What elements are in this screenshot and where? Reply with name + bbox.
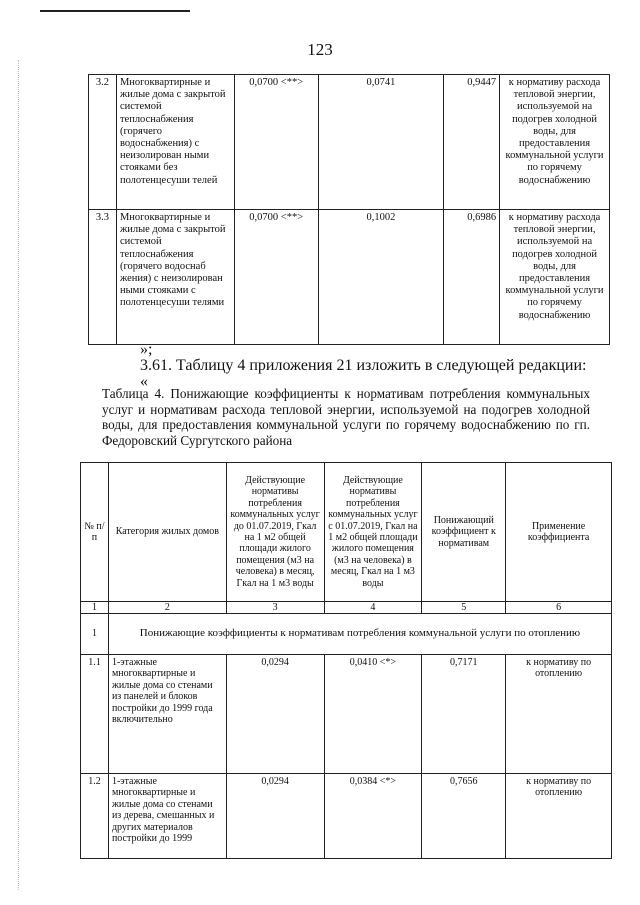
- closing-quote: »;: [140, 341, 153, 358]
- header-norm-new: Действующие нормативы потребления коммунальных услуг с 01.07.2019, Гкал на 1 м2 общей площади жилого помещения (м3 на человека) в месяц, Гкал на 1 м3 воды: [324, 463, 422, 602]
- column-number: 4: [324, 602, 422, 614]
- row-category: Многоквартирные и жилые дома с закрытой системой теплоснабжения (горячего водоснабжения) с неизолирован ными стояками без полотенцесуши телей: [116, 75, 234, 210]
- section-title: Понижающие коэффициенты к нормативам потребления коммунальной услуги по отоплению: [108, 614, 611, 655]
- scan-edge-margin: [18, 60, 19, 890]
- table-4: [80, 462, 612, 859]
- header-rule: [40, 10, 190, 12]
- header-num: № п/п: [81, 463, 109, 602]
- row-coefficient: 0,9447: [444, 75, 500, 210]
- row-norm-old: 0,0294: [226, 655, 324, 774]
- row-norm-old: 0,0700 <**>: [234, 75, 318, 210]
- row-number: 1.2: [81, 774, 109, 859]
- row-application: к нормативу по отоплению: [506, 655, 612, 774]
- row-number: 1.1: [81, 655, 109, 774]
- header-application: Применение коэффициента: [506, 463, 612, 602]
- row-norm-new: 0,1002: [318, 210, 444, 345]
- table-row: [89, 75, 610, 210]
- row-category: 1-этажные многоквартирные и жилые дома со стенами из дерева, смешанных и других материалов постройки до 1999: [108, 774, 226, 859]
- row-norm-old: 0,0700 <**>: [234, 210, 318, 345]
- column-number: 3: [226, 602, 324, 614]
- table-4-caption: Таблица 4. Понижающие коэффициенты к нормативам потребления коммунальных услуг и нормативам расхода тепловой энергии, используемой на подогрев холодной воды, для предоставления коммунальной услуги по горячему водоснабжению по гп. Федоровский Сургутского района: [102, 386, 590, 448]
- header-coefficient: Понижающий коэффициент к нормативам: [422, 463, 506, 602]
- row-norm-old: 0,0294: [226, 774, 324, 859]
- row-category: 1-этажные многоквартирные и жилые дома со стенами из панелей и блоков постройки до 1999 года включительно: [108, 655, 226, 774]
- row-coefficient: 0,7171: [422, 655, 506, 774]
- column-number: 6: [506, 602, 612, 614]
- row-application: к нормативу по отоплению: [506, 774, 612, 859]
- column-number: 2: [108, 602, 226, 614]
- row-norm-new: 0,0410 <*>: [324, 655, 422, 774]
- page-number: 123: [307, 40, 333, 59]
- header-norm-old: Действующие нормативы потребления коммунальных услуг до 01.07.2019, Гкал на 1 м2 общей площади жилого помещения (м3 на человека) в месяц, Гкал на 1 м3 воды: [226, 463, 324, 602]
- row-norm-new: 0,0741: [318, 75, 444, 210]
- row-number: 3.2: [89, 75, 117, 210]
- row-category: Многоквартирные и жилые дома с закрытой системой теплоснабжения (горячего водоснаб жения) с неизолирован ными стояками с полотенцесуши телями: [116, 210, 234, 345]
- section-number: 1: [81, 614, 109, 655]
- table-row: [81, 774, 612, 859]
- table-header-row: [81, 463, 612, 602]
- table-row: [89, 210, 610, 345]
- section-row: [81, 614, 612, 655]
- row-application: к нормативу расхода тепловой энергии, используемой на подогрев холодной воды, для предоставления коммунальной услуги по горячему водоснабжению: [500, 210, 610, 345]
- row-coefficient: 0,6986: [444, 210, 500, 345]
- row-number: 3.3: [89, 210, 117, 345]
- opening-quote: «: [140, 373, 148, 390]
- row-norm-new: 0,0384 <*>: [324, 774, 422, 859]
- row-coefficient: 0,7656: [422, 774, 506, 859]
- continued-table: [88, 74, 610, 345]
- row-application: к нормативу расхода тепловой энергии, используемой на подогрев холодной воды, для предоставления коммунальной услуги по горячему водоснабжению: [500, 75, 610, 210]
- paragraph-3-61: 3.61. Таблицу 4 приложения 21 изложить в следующей редакции:: [140, 357, 587, 374]
- column-number-row: [81, 602, 612, 614]
- table-row: [81, 655, 612, 774]
- column-number: 5: [422, 602, 506, 614]
- header-category: Категория жилых домов: [108, 463, 226, 602]
- column-number: 1: [81, 602, 109, 614]
